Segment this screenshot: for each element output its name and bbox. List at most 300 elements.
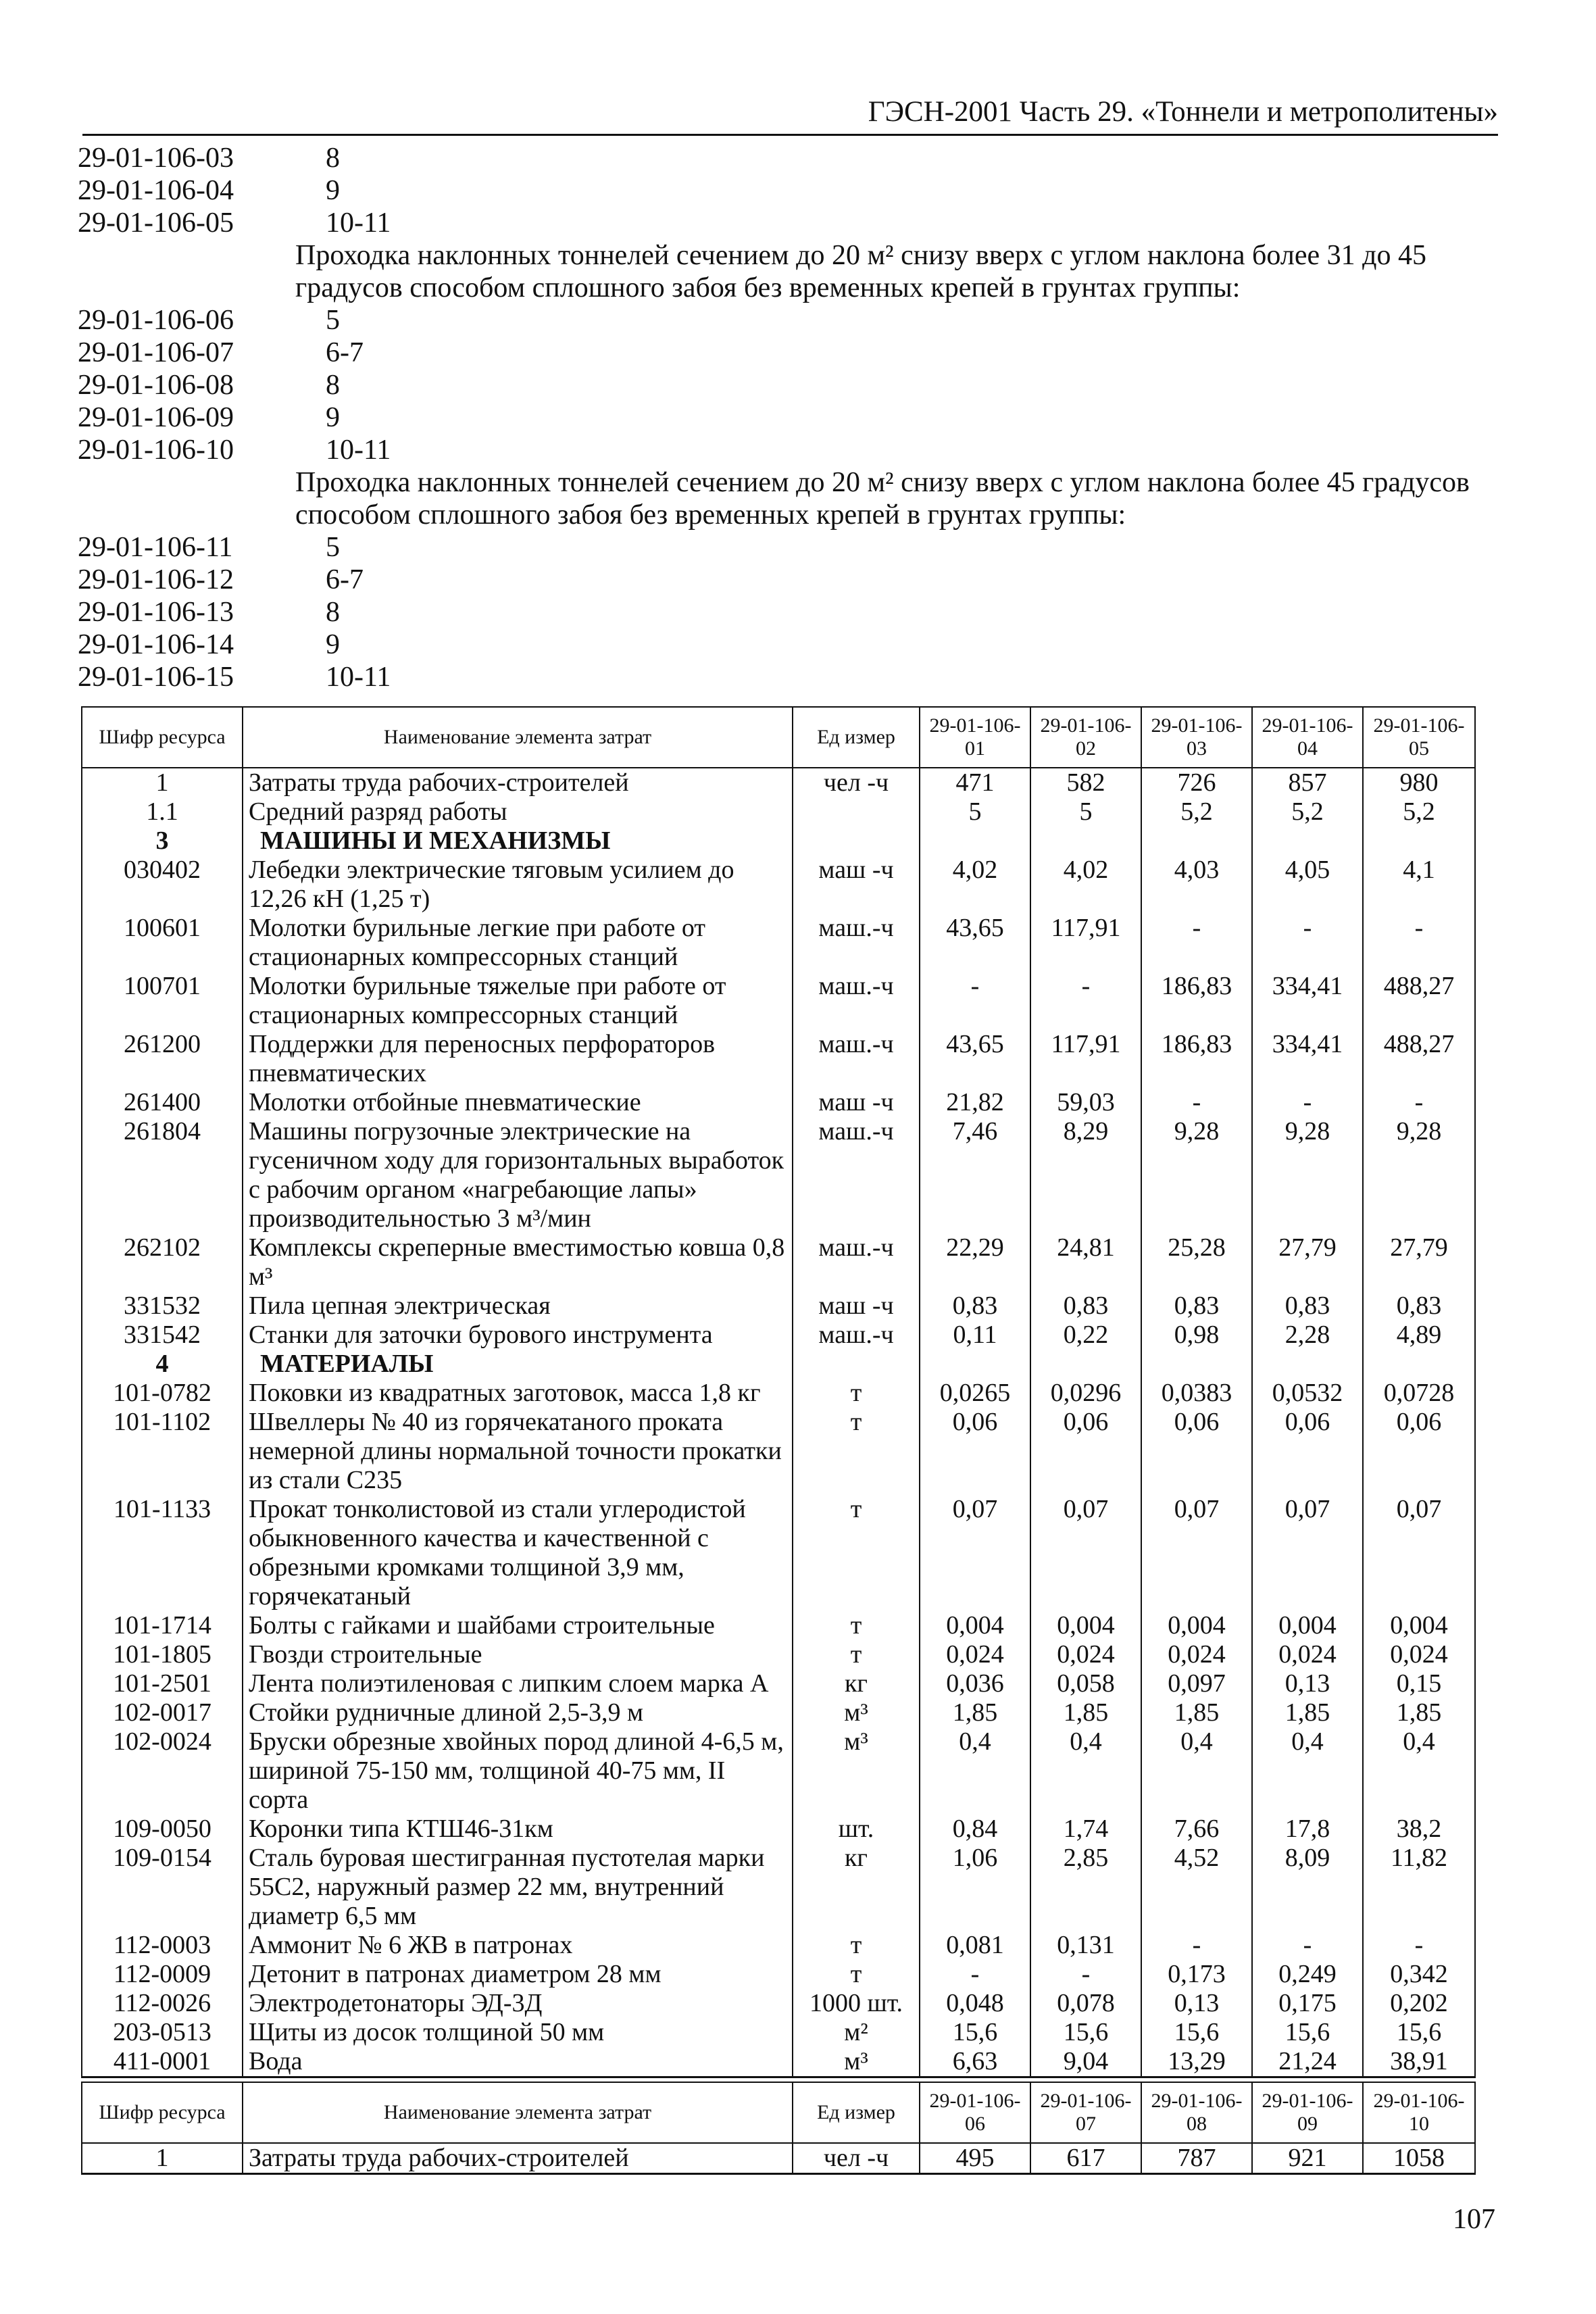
resource-code: 1.1 <box>82 797 243 827</box>
norm-value: 0,342 <box>1363 1960 1475 1989</box>
unit: т <box>793 1611 920 1640</box>
resource-name: Затраты труда рабочих-строителей <box>243 768 793 797</box>
resource-name: Бруски обрезные хвойных пород длиной 4-6,5 м, шириной 75-150 мм, толщиной 40-75 мм, II сорта <box>243 1727 793 1815</box>
norm-value: 495 <box>920 2143 1030 2174</box>
norm-value: 9,28 <box>1141 1117 1252 1233</box>
resource-code: 109-0050 <box>82 1815 243 1844</box>
unit: 1000 шт. <box>793 1989 920 2018</box>
resource-name: Лебедки электрические тяговым усилием до 12,26 кН (1,25 т) <box>243 856 793 914</box>
resource-name: Гвозди строительные <box>243 1640 793 1669</box>
table-row <box>82 768 1475 797</box>
norm-value <box>1030 827 1141 856</box>
norm-value: 0,06 <box>1141 1408 1252 1495</box>
col-header-name: Наименование элемента затрат <box>243 2082 793 2143</box>
code-row <box>78 434 1503 466</box>
norm-value: 186,83 <box>1141 1030 1252 1088</box>
norm-value: 21,24 <box>1252 2047 1363 2077</box>
resource-name: Молотки бурильные легкие при работе от стационарных компрессорных станций <box>243 914 793 972</box>
resource-code: 261200 <box>82 1030 243 1088</box>
resource-table-1 <box>81 706 1476 2078</box>
norm-value: 0,4 <box>1030 1727 1141 1815</box>
table-row <box>82 1698 1475 1727</box>
section-row <box>82 1350 1475 1379</box>
norm-value: 22,29 <box>920 1233 1030 1291</box>
norm-value: - <box>1363 1088 1475 1117</box>
norm-value: 488,27 <box>1363 1030 1475 1088</box>
unit: чел -ч <box>793 2143 920 2174</box>
resource-code: 101-1805 <box>82 1640 243 1669</box>
norm-value: 2,28 <box>1252 1321 1363 1350</box>
group: 5 <box>326 305 340 336</box>
norm-value: 1,85 <box>1252 1698 1363 1727</box>
group: 10-11 <box>326 662 391 693</box>
section-title: МАТЕРИАЛЫ <box>243 1350 793 1379</box>
table-row <box>82 1669 1475 1698</box>
group: 8 <box>326 370 340 401</box>
unit <box>793 797 920 827</box>
norm-value: 15,6 <box>1252 2018 1363 2047</box>
table-row <box>82 856 1475 914</box>
group: 9 <box>326 175 340 206</box>
norm-value: 27,79 <box>1252 1233 1363 1291</box>
section-row <box>82 827 1475 856</box>
table-row <box>82 1379 1475 1408</box>
norm-value: 0,036 <box>920 1669 1030 1698</box>
code: 29-01-106-14 <box>78 629 234 660</box>
norm-value: 1,06 <box>920 1844 1030 1931</box>
unit: т <box>793 1640 920 1669</box>
norm-value: 0,0265 <box>920 1379 1030 1408</box>
table-row <box>82 1233 1475 1291</box>
norm-value: 15,6 <box>1141 2018 1252 2047</box>
group: 9 <box>326 402 340 433</box>
unit: м³ <box>793 2047 920 2077</box>
norm-value: 0,058 <box>1030 1669 1141 1698</box>
table-row <box>82 1291 1475 1321</box>
norm-value: 21,82 <box>920 1088 1030 1117</box>
unit: маш -ч <box>793 1291 920 1321</box>
code: 29-01-106-05 <box>78 207 234 239</box>
table-row <box>82 1321 1475 1350</box>
code: 29-01-106-07 <box>78 337 234 368</box>
norm-value: 0,4 <box>920 1727 1030 1815</box>
norm-value: 0,4 <box>1252 1727 1363 1815</box>
resource-code: 4 <box>82 1350 243 1379</box>
resource-code: 101-1102 <box>82 1408 243 1495</box>
norm-value <box>920 1350 1030 1379</box>
resource-code: 331542 <box>82 1321 243 1350</box>
resource-code: 3 <box>82 827 243 856</box>
norm-value: 5,2 <box>1363 797 1475 827</box>
table-row <box>82 1088 1475 1117</box>
code-row <box>78 337 1503 369</box>
resource-name: Электродетонаторы ЭД-3Д <box>243 1989 793 2018</box>
norm-value: 7,46 <box>920 1117 1030 1233</box>
resource-name: Болты с гайками и шайбами строительные <box>243 1611 793 1640</box>
resource-name: Коронки типа КТШ46-31км <box>243 1815 793 1844</box>
table-row <box>82 972 1475 1030</box>
resource-code: 411-0001 <box>82 2047 243 2077</box>
table-body <box>82 768 1475 2077</box>
group: 5 <box>326 532 340 563</box>
norm-value: 0,0383 <box>1141 1379 1252 1408</box>
norm-value: 0,83 <box>1252 1291 1363 1321</box>
table-row <box>82 1611 1475 1640</box>
norm-value: 857 <box>1252 768 1363 797</box>
norm-value: 0,06 <box>1252 1408 1363 1495</box>
norm-value: 0,0532 <box>1252 1379 1363 1408</box>
norm-value: 0,081 <box>920 1931 1030 1960</box>
resource-code: 112-0003 <box>82 1931 243 1960</box>
resource-code: 262102 <box>82 1233 243 1291</box>
resource-name: Станки для заточки бурового инструмента <box>243 1321 793 1350</box>
code: 29-01-106-10 <box>78 435 234 466</box>
norm-value: 0,097 <box>1141 1669 1252 1698</box>
norm-value: 38,2 <box>1363 1815 1475 1844</box>
norm-value: 0,07 <box>1030 1495 1141 1611</box>
resource-name: Молотки бурильные тяжелые при работе от стационарных компрессорных станций <box>243 972 793 1030</box>
description-b: Проходка наклонных тоннелей сечением до 20 м² снизу вверх с углом наклона более 31 до 45 градусов способом сплошного забоя без временных крепей в грунтах группы: <box>295 240 1426 303</box>
norm-value: 334,41 <box>1252 972 1363 1030</box>
unit: чел -ч <box>793 768 920 797</box>
code-row <box>78 304 1503 337</box>
norm-value: 4,02 <box>920 856 1030 914</box>
norm-value: 5 <box>920 797 1030 827</box>
norm-value: 0,22 <box>1030 1321 1141 1350</box>
norm-value: 0,173 <box>1141 1960 1252 1989</box>
resource-name: Поковки из квадратных заготовок, масса 1,8 кг <box>243 1379 793 1408</box>
norm-value: 4,02 <box>1030 856 1141 914</box>
norm-value: 1,85 <box>1141 1698 1252 1727</box>
norm-value: - <box>1363 914 1475 972</box>
norm-value: - <box>1252 1931 1363 1960</box>
norm-value: 0,83 <box>920 1291 1030 1321</box>
code-row <box>78 564 1503 596</box>
resource-name: Пила цепная электрическая <box>243 1291 793 1321</box>
col-header-norm: 29-01-106-09 <box>1252 2082 1363 2143</box>
norm-value: 2,85 <box>1030 1844 1141 1931</box>
norm-value: 0,004 <box>1030 1611 1141 1640</box>
col-header-norm: 29-01-106-08 <box>1141 2082 1252 2143</box>
col-header-code: Шифр ресурса <box>82 707 243 768</box>
table-body <box>82 2143 1475 2174</box>
unit: м³ <box>793 1698 920 1727</box>
norm-value: - <box>1363 1931 1475 1960</box>
norm-value: 5,2 <box>1252 797 1363 827</box>
unit: маш.-ч <box>793 1233 920 1291</box>
unit: маш -ч <box>793 856 920 914</box>
norm-value: 0,024 <box>920 1640 1030 1669</box>
col-header-norm: 29-01-106-01 <box>920 707 1030 768</box>
code: 29-01-106-13 <box>78 597 234 628</box>
norm-value: 980 <box>1363 768 1475 797</box>
norm-value: 4,89 <box>1363 1321 1475 1350</box>
norm-value: 1,74 <box>1030 1815 1141 1844</box>
norm-value: 9,04 <box>1030 2047 1141 2077</box>
resource-name: Комплексы скреперные вместимостью ковша 0,8 м³ <box>243 1233 793 1291</box>
resource-code: 261804 <box>82 1117 243 1233</box>
norm-value: 1,85 <box>1363 1698 1475 1727</box>
section-title: МАШИНЫ И МЕХАНИЗМЫ <box>243 827 793 856</box>
col-header-unit: Ед измер <box>793 707 920 768</box>
code: 29-01-106-12 <box>78 564 234 595</box>
norm-value: 0,024 <box>1363 1640 1475 1669</box>
unit: маш.-ч <box>793 914 920 972</box>
norm-value: 11,82 <box>1363 1844 1475 1931</box>
code-row <box>78 629 1503 661</box>
unit: маш -ч <box>793 1088 920 1117</box>
unit: м² <box>793 2018 920 2047</box>
page-number: 107 <box>1453 2204 1495 2235</box>
page-header <box>82 95 1498 136</box>
unit: маш.-ч <box>793 1321 920 1350</box>
description-c: Проходка наклонных тоннелей сечением до 20 м² снизу вверх с углом наклона более 45 градусов способом сплошного забоя без временных крепей в грунтах группы: <box>295 467 1470 531</box>
norm-value: - <box>1252 1088 1363 1117</box>
norm-value: 0,024 <box>1030 1640 1141 1669</box>
norm-value: 0,07 <box>1141 1495 1252 1611</box>
group: 9 <box>326 629 340 660</box>
resource-code: 030402 <box>82 856 243 914</box>
group: 10-11 <box>326 435 391 466</box>
unit: маш.-ч <box>793 972 920 1030</box>
code: 29-01-106-08 <box>78 370 234 401</box>
resource-name: Детонит в патронах диаметром 28 мм <box>243 1960 793 1989</box>
norm-value: 186,83 <box>1141 972 1252 1030</box>
norm-value: 0,4 <box>1141 1727 1252 1815</box>
norm-value: 0,202 <box>1363 1989 1475 2018</box>
norm-value <box>1252 827 1363 856</box>
norm-value <box>1141 827 1252 856</box>
col-header-unit: Ед измер <box>793 2082 920 2143</box>
group: 6-7 <box>326 337 364 368</box>
code: 29-01-106-04 <box>78 175 234 206</box>
unit <box>793 827 920 856</box>
norm-value: 0,0296 <box>1030 1379 1141 1408</box>
norm-value: 471 <box>920 768 1030 797</box>
resource-code: 1 <box>82 2143 243 2174</box>
norm-value: 0,83 <box>1030 1291 1141 1321</box>
norm-value: 13,29 <box>1141 2047 1252 2077</box>
resource-name: Машины погрузочные электрические на гусеничном ходу для горизонтальных выработок с рабочим органом «нагребающие лапы» производительностью 3 м³/мин <box>243 1117 793 1233</box>
norm-value: 617 <box>1030 2143 1141 2174</box>
norm-value: 0,83 <box>1363 1291 1475 1321</box>
resource-code: 100601 <box>82 914 243 972</box>
norm-value: 334,41 <box>1252 1030 1363 1088</box>
norm-value: 4,52 <box>1141 1844 1252 1931</box>
code-row <box>78 174 1503 207</box>
norm-value: 0,004 <box>1252 1611 1363 1640</box>
norm-value: 9,28 <box>1252 1117 1363 1233</box>
norm-value: 7,66 <box>1141 1815 1252 1844</box>
resource-name: Средний разряд работы <box>243 797 793 827</box>
norm-value: 0,13 <box>1252 1669 1363 1698</box>
resource-code: 1 <box>82 768 243 797</box>
norm-value: 9,28 <box>1363 1117 1475 1233</box>
code: 29-01-106-11 <box>78 532 233 563</box>
norm-value: 787 <box>1141 2143 1252 2174</box>
resource-name: Стойки рудничные длиной 2,5-3,9 м <box>243 1698 793 1727</box>
norm-value: 0,07 <box>1252 1495 1363 1611</box>
norm-value <box>1141 1350 1252 1379</box>
norm-value: 921 <box>1252 2143 1363 2174</box>
col-header-norm: 29-01-106-04 <box>1252 707 1363 768</box>
norm-value: 0,06 <box>920 1408 1030 1495</box>
norm-value: 4,1 <box>1363 856 1475 914</box>
unit: т <box>793 1408 920 1495</box>
resource-code: 101-1133 <box>82 1495 243 1611</box>
code-row <box>78 401 1503 434</box>
col-header-norm: 29-01-106-05 <box>1363 707 1475 768</box>
resource-code: 102-0024 <box>82 1727 243 1815</box>
resource-code: 101-1714 <box>82 1611 243 1640</box>
resource-code: 112-0026 <box>82 1989 243 2018</box>
norm-value: 488,27 <box>1363 972 1475 1030</box>
code-list-a <box>78 142 1503 693</box>
norm-value: 43,65 <box>920 914 1030 972</box>
table-row <box>82 1117 1475 1233</box>
table-row <box>82 2143 1475 2174</box>
norm-value: 8,09 <box>1252 1844 1363 1931</box>
norm-value: 0,06 <box>1030 1408 1141 1495</box>
norm-value: 6,63 <box>920 2047 1030 2077</box>
norm-value: 43,65 <box>920 1030 1030 1088</box>
norm-value: 1,85 <box>920 1698 1030 1727</box>
resource-name: Молотки отбойные пневматические <box>243 1088 793 1117</box>
norm-value <box>1252 1350 1363 1379</box>
table-row <box>82 1844 1475 1931</box>
norm-value: 0,048 <box>920 1989 1030 2018</box>
unit: т <box>793 1960 920 1989</box>
norm-value: 0,06 <box>1363 1408 1475 1495</box>
resource-code: 100701 <box>82 972 243 1030</box>
resource-code: 261400 <box>82 1088 243 1117</box>
col-header-norm: 29-01-106-06 <box>920 2082 1030 2143</box>
resource-table-2 <box>81 2082 1476 2175</box>
resource-name: Щиты из досок толщиной 50 мм <box>243 2018 793 2047</box>
norm-value: - <box>1141 1931 1252 1960</box>
table-header-row <box>82 707 1475 768</box>
norm-value: 0,131 <box>1030 1931 1141 1960</box>
norm-value: - <box>1030 1960 1141 1989</box>
unit: маш.-ч <box>793 1117 920 1233</box>
norm-value: 0,0728 <box>1363 1379 1475 1408</box>
resource-code: 109-0154 <box>82 1844 243 1931</box>
resource-name: Швеллеры № 40 из горячекатаного проката немерной длины нормальной точности прокатки из стали С235 <box>243 1408 793 1495</box>
norm-value: 15,6 <box>1030 2018 1141 2047</box>
norm-value: 0,15 <box>1363 1669 1475 1698</box>
resource-code: 102-0017 <box>82 1698 243 1727</box>
norm-value: 25,28 <box>1141 1233 1252 1291</box>
table-row <box>82 1931 1475 1960</box>
col-header-norm: 29-01-106-03 <box>1141 707 1252 768</box>
header-title: ГЭСН-2001 Часть 29. «Тоннели и метрополитены» <box>868 96 1498 128</box>
unit <box>793 1350 920 1379</box>
norm-value: 0,004 <box>1141 1611 1252 1640</box>
norm-value: 59,03 <box>1030 1088 1141 1117</box>
norm-value: - <box>920 972 1030 1030</box>
resource-code: 101-2501 <box>82 1669 243 1698</box>
norm-value: 0,175 <box>1252 1989 1363 2018</box>
norm-value: 15,6 <box>920 2018 1030 2047</box>
norm-value: 0,07 <box>1363 1495 1475 1611</box>
code: 29-01-106-03 <box>78 143 234 174</box>
norm-value: 5 <box>1030 797 1141 827</box>
col-header-code: Шифр ресурса <box>82 2082 243 2143</box>
norm-value: - <box>1141 1088 1252 1117</box>
code-row <box>78 596 1503 629</box>
resource-name: Лента полиэтиленовая с липким слоем марка А <box>243 1669 793 1698</box>
code-row <box>78 531 1503 564</box>
norm-value: 1058 <box>1363 2143 1475 2174</box>
code-row <box>78 369 1503 401</box>
norm-value <box>1363 827 1475 856</box>
norm-value: 4,03 <box>1141 856 1252 914</box>
resource-code: 112-0009 <box>82 1960 243 1989</box>
norm-value: 0,4 <box>1363 1727 1475 1815</box>
code-row <box>78 142 1503 174</box>
norm-value: 5,2 <box>1141 797 1252 827</box>
norm-value: 38,91 <box>1363 2047 1475 2077</box>
table-row <box>82 1960 1475 1989</box>
norm-value: 582 <box>1030 768 1141 797</box>
col-header-norm: 29-01-106-07 <box>1030 2082 1141 2143</box>
norm-value: 117,91 <box>1030 914 1141 972</box>
code: 29-01-106-15 <box>78 662 234 693</box>
norm-value: 0,078 <box>1030 1989 1141 2018</box>
unit: шт. <box>793 1815 920 1844</box>
table-row <box>82 797 1475 827</box>
norm-value: 27,79 <box>1363 1233 1475 1291</box>
table-row <box>82 1030 1475 1088</box>
norm-value <box>1030 1350 1141 1379</box>
col-header-name: Наименование элемента затрат <box>243 707 793 768</box>
table-row <box>82 1408 1475 1495</box>
table-row <box>82 2047 1475 2077</box>
unit: т <box>793 1931 920 1960</box>
norm-value: 8,29 <box>1030 1117 1141 1233</box>
norm-value: 0,024 <box>1141 1640 1252 1669</box>
norm-value: 0,004 <box>1363 1611 1475 1640</box>
group: 10-11 <box>326 207 391 239</box>
norm-value: 0,07 <box>920 1495 1030 1611</box>
norm-value: 0,249 <box>1252 1960 1363 1989</box>
norm-value: 726 <box>1141 768 1252 797</box>
norm-value: 0,84 <box>920 1815 1030 1844</box>
col-header-norm: 29-01-106-02 <box>1030 707 1141 768</box>
resource-name: Сталь буровая шестигранная пустотелая марки 55С2, наружный размер 22 мм, внутренний диаметр 6,5 мм <box>243 1844 793 1931</box>
norm-value: 4,05 <box>1252 856 1363 914</box>
code-row <box>78 661 1503 693</box>
resource-name: Аммонит № 6 ЖВ в патронах <box>243 1931 793 1960</box>
table-row <box>82 1495 1475 1611</box>
norm-value: 17,8 <box>1252 1815 1363 1844</box>
norm-value: 0,004 <box>920 1611 1030 1640</box>
unit: т <box>793 1379 920 1408</box>
table-row <box>82 2018 1475 2047</box>
code: 29-01-106-09 <box>78 402 234 433</box>
code-row <box>78 207 1503 239</box>
norm-value: 0,83 <box>1141 1291 1252 1321</box>
norm-value: 0,024 <box>1252 1640 1363 1669</box>
resource-name: Прокат тонколистовой из стали углеродистой обыкновенного качества и качественной с обрезными кромками толщиной 3,9 мм, горячекатаный <box>243 1495 793 1611</box>
unit: кг <box>793 1844 920 1931</box>
resource-code: 331532 <box>82 1291 243 1321</box>
norm-value: 117,91 <box>1030 1030 1141 1088</box>
group: 8 <box>326 597 340 628</box>
unit: кг <box>793 1669 920 1698</box>
table-row <box>82 1989 1475 2018</box>
unit: т <box>793 1495 920 1611</box>
